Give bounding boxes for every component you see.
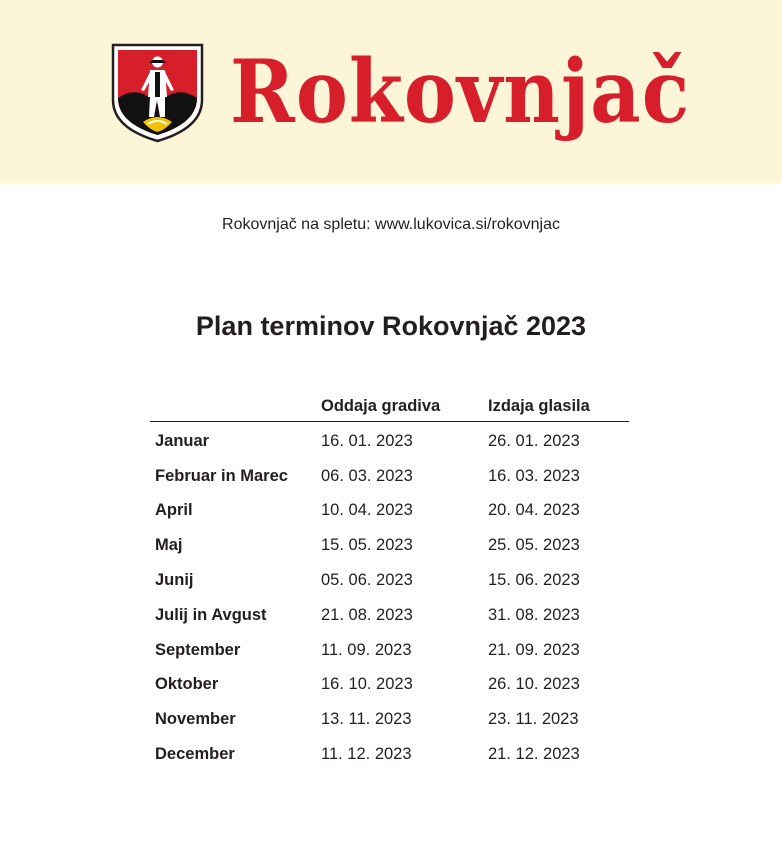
table-row [150, 668, 629, 703]
table-row [150, 737, 629, 772]
submission-date-cell: 11. 12. 2023 [321, 745, 412, 764]
table-row [150, 563, 629, 598]
column-header-submission: Oddaja gradiva [321, 391, 488, 422]
publication-masthead: Rokovnjač [230, 41, 691, 144]
publication-date-cell: 21. 12. 2023 [488, 745, 580, 764]
month-cell: Julij in Avgust [155, 605, 267, 624]
submission-date-cell: 16. 10. 2023 [321, 675, 413, 694]
table-row [150, 459, 629, 494]
table-row [150, 528, 629, 563]
month-cell: Februar in Marec [155, 466, 288, 485]
publication-date-cell: 20. 04. 2023 [488, 501, 580, 520]
submission-date-cell: 06. 03. 2023 [321, 466, 413, 485]
publication-date-cell: 31. 08. 2023 [488, 605, 580, 624]
website-line: Rokovnjač na spletu: www.lukovica.si/rokovnjac [222, 216, 560, 233]
column-header-month [150, 391, 321, 422]
publication-date-cell: 15. 06. 2023 [488, 571, 580, 590]
submission-date-cell: 05. 06. 2023 [321, 571, 413, 590]
table-row [150, 494, 629, 529]
table-row [150, 598, 629, 633]
page-title: Plan terminov Rokovnjač 2023 [195, 311, 587, 341]
table-row [150, 633, 629, 668]
publication-date-cell: 21. 09. 2023 [488, 640, 580, 659]
submission-date-cell: 21. 08. 2023 [321, 605, 413, 624]
publication-date-cell: 16. 03. 2023 [488, 466, 580, 485]
month-cell: Januar [155, 431, 210, 450]
month-cell: Maj [155, 536, 183, 555]
month-cell: September [155, 640, 241, 659]
month-cell: Junij [155, 571, 194, 590]
publication-date-cell: 26. 10. 2023 [488, 675, 580, 694]
submission-date-cell: 15. 05. 2023 [321, 536, 413, 555]
month-cell: Oktober [155, 675, 219, 694]
month-cell: April [155, 501, 193, 520]
submission-date-cell: 10. 04. 2023 [321, 501, 413, 520]
publication-date-cell: 23. 11. 2023 [488, 710, 579, 729]
month-cell: December [155, 745, 235, 764]
submission-date-cell: 16. 01. 2023 [321, 431, 413, 450]
table-row [150, 702, 629, 737]
schedule-table [150, 391, 629, 772]
municipal-coat-of-arms-icon [110, 42, 205, 144]
masthead-banner [0, 0, 782, 183]
month-cell: November [155, 710, 236, 729]
publication-date-cell: 26. 01. 2023 [488, 431, 580, 450]
column-header-publication: Izdaja glasila [488, 391, 629, 422]
publication-date-cell: 25. 05. 2023 [488, 536, 580, 555]
table-header-row [150, 391, 629, 422]
table-row [150, 422, 629, 459]
submission-date-cell: 11. 09. 2023 [321, 640, 412, 659]
submission-date-cell: 13. 11. 2023 [321, 710, 412, 729]
